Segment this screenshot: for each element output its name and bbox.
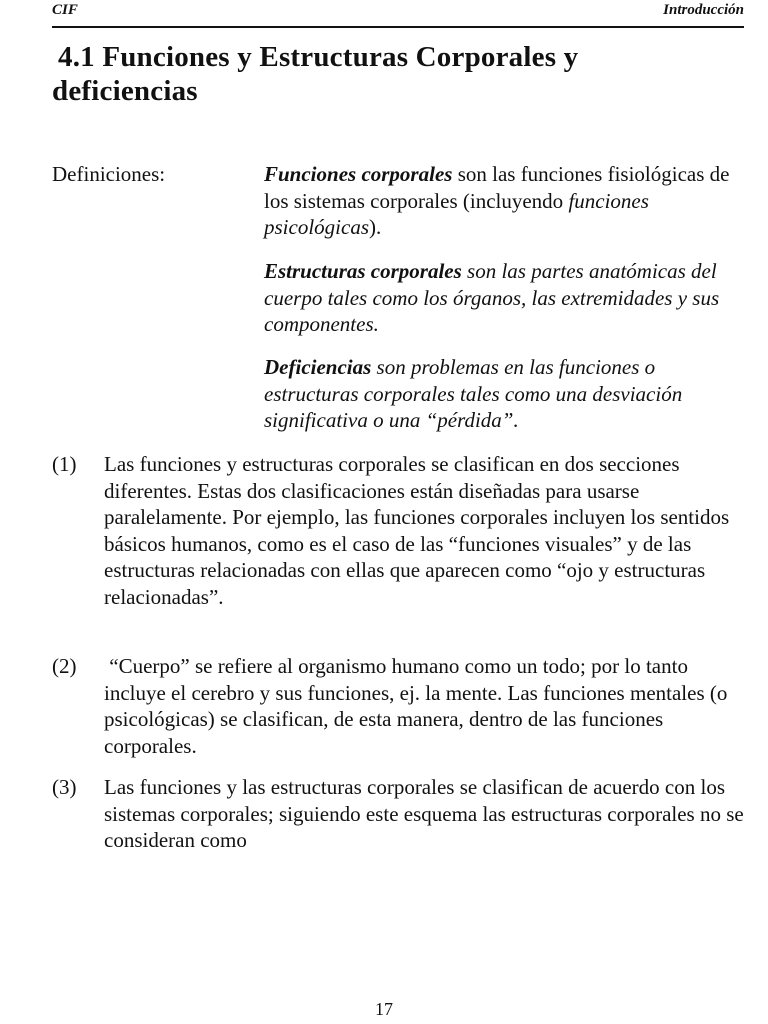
- numbered-paragraph-2: [52, 653, 744, 759]
- definition-body-structures: [264, 258, 744, 338]
- definition-text-end: ).: [369, 215, 382, 239]
- definition-body-functions: [264, 161, 744, 241]
- definition-impairments: [264, 354, 744, 434]
- page-number: 17: [375, 999, 393, 1019]
- paragraph-text: “Cuerpo” se refiere al organismo humano como un todo; por lo tanto incluye el cerebro y sus funciones, ej. la mente. Las funciones mentales (o psicológicas) se clasifican, de esta manera, dentro de las funciones corporales.: [104, 654, 733, 758]
- definition-text: son problemas en las funciones o estructuras corporales tales como una desviación significativa o una “pérdida”.: [264, 355, 683, 432]
- definition-term: Funciones corporales: [264, 162, 453, 186]
- definition-text: son las partes anatómicas del cuerpo tales como los órganos, las extremidades y sus componentes.: [264, 259, 720, 336]
- definition-term: Estructuras corporales: [264, 259, 462, 283]
- numbered-paragraph-1: [52, 451, 744, 610]
- paragraph-marker: (3): [52, 775, 77, 799]
- definition-emphasis: funciones psicológicas: [264, 188, 649, 239]
- section-number: 4.1: [58, 41, 95, 73]
- page-header: [52, 0, 744, 28]
- definitions-label: Definiciones:: [52, 162, 166, 186]
- paragraph-marker: (2): [52, 654, 77, 678]
- section-title-text: Funciones y Estructuras Corporales y deficiencias: [52, 41, 579, 107]
- definition-term: Deficiencias: [264, 355, 372, 379]
- section-title: [52, 40, 692, 108]
- header-right-text: Introducción: [663, 2, 744, 18]
- header-left-text: CIF: [52, 2, 78, 18]
- paragraph-text: Las funciones y estructuras corporales se clasifican en dos secciones diferentes. Estas dos clasificaciones están diseñadas para usarse paralelamente. Por ejemplo, las funciones corporales incluyen los sentidos básicos humanos, como es el caso de las “funciones visuales” y de las estructuras relacionadas con ellas que aparecen como “ojo y estructuras relacionadas”.: [104, 452, 730, 609]
- numbered-paragraph-3: [52, 774, 744, 854]
- paragraph-text: Las funciones y las estructuras corporales se clasifican de acuerdo con los sistemas corporales; siguiendo este esquema las estructuras corporales no se consideran como: [104, 775, 744, 852]
- definition-text: son las funciones fisiológicas de los sistemas corporales (incluyendo: [264, 162, 730, 213]
- paragraph-marker: (1): [52, 452, 77, 476]
